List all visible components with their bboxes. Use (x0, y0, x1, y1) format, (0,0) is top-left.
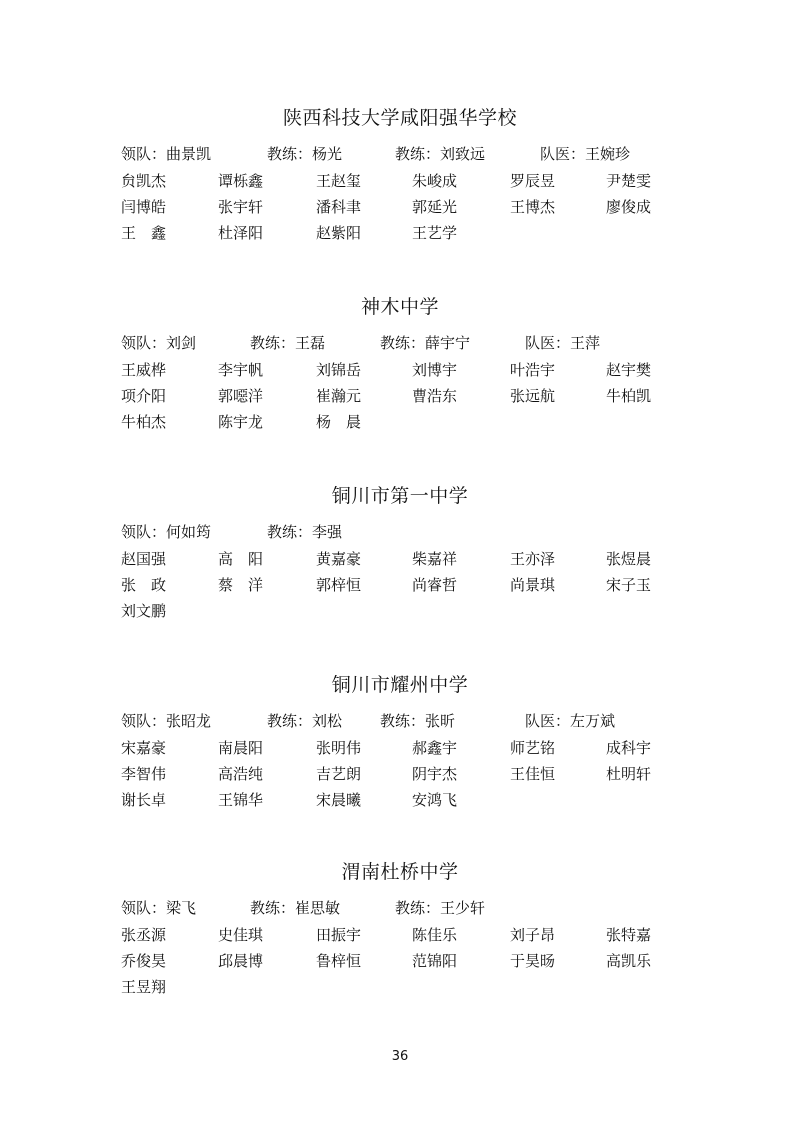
player-name: 赵紫阳 (316, 224, 362, 242)
player-name: 王佳恒 (510, 765, 556, 783)
player-name: 牛柏杰 (121, 413, 167, 431)
player-name: 曹浩东 (412, 387, 458, 405)
player-name: 成科宇 (606, 739, 652, 757)
player-name: 高 阳 (218, 550, 264, 568)
staff-coach: 教练：刘致远 (395, 145, 486, 163)
staff-coach: 教练：王磊 (250, 334, 326, 352)
player-name: 鲁梓恒 (316, 952, 362, 970)
staff-row (0, 709, 800, 733)
player-name: 郝鑫宇 (412, 739, 458, 757)
player-name: 史佳琪 (218, 926, 264, 944)
staff-coach: 教练：刘松 (267, 712, 343, 730)
staff-coach: 教练：薛宇宁 (380, 334, 471, 352)
staff-coach: 教练：崔思敏 (250, 899, 341, 917)
staff-leader: 领队：刘剑 (121, 334, 197, 352)
player-name: 王艺学 (412, 224, 458, 242)
player-name: 于昊旸 (510, 952, 556, 970)
player-name: 罗辰昱 (510, 172, 556, 190)
player-name: 杨 晨 (316, 413, 362, 431)
player-name: 尚景琪 (510, 576, 556, 594)
player-name: 田振宇 (316, 926, 362, 944)
player-name: 陈宇龙 (218, 413, 264, 431)
player-name: 李宇帆 (218, 361, 264, 379)
player-name: 杜明轩 (606, 765, 652, 783)
player-name: 柴嘉祥 (412, 550, 458, 568)
player-name: 郭延光 (412, 198, 458, 216)
team-title: 神木中学 (360, 296, 439, 318)
player-name: 邱晨博 (218, 952, 264, 970)
player-name: 廖俊成 (606, 198, 652, 216)
player-name: 张远航 (510, 387, 556, 405)
player-name: 师艺铭 (510, 739, 556, 757)
player-name: 南晨阳 (218, 739, 264, 757)
staff-medic: 队医：王婉珍 (540, 145, 631, 163)
player-name: 赵宇樊 (606, 361, 652, 379)
player-name: 王赵玺 (316, 172, 362, 190)
player-name: 张煜晨 (606, 550, 652, 568)
player-name: 范锦阳 (412, 952, 458, 970)
player-name: 安鸿飞 (412, 791, 458, 809)
player-name: 李智伟 (121, 765, 167, 783)
player-name: 高凯乐 (606, 952, 652, 970)
player-name: 谢长卓 (121, 791, 167, 809)
player-name: 牛柏凯 (606, 387, 652, 405)
player-name: 叶浩宇 (510, 361, 556, 379)
player-name: 王亦泽 (510, 550, 556, 568)
staff-leader: 领队：张昭龙 (121, 712, 212, 730)
player-name: 郭噁洋 (218, 387, 264, 405)
player-name: 刘博宇 (412, 361, 458, 379)
staff-row (0, 331, 800, 355)
team-title: 铜川市第一中学 (331, 485, 469, 507)
staff-coach: 教练：杨光 (267, 145, 343, 163)
player-name: 乔俊昊 (121, 952, 167, 970)
player-name: 高浩纯 (218, 765, 264, 783)
player-name: 宋晨曦 (316, 791, 362, 809)
staff-row (0, 896, 800, 920)
player-name: 潘科聿 (316, 198, 362, 216)
player-name: 杜泽阳 (218, 224, 264, 242)
player-name: 张宇轩 (218, 198, 264, 216)
player-name: 谭栎鑫 (218, 172, 264, 190)
player-name: 刘锦岳 (316, 361, 362, 379)
team-title: 渭南杜桥中学 (341, 861, 459, 883)
player-name: 陈佳乐 (412, 926, 458, 944)
player-name: 王昱翔 (121, 978, 167, 996)
staff-coach: 教练：王少轩 (395, 899, 486, 917)
player-name: 王威桦 (121, 361, 167, 379)
player-name: 张 政 (121, 576, 167, 594)
staff-coach: 教练：李强 (267, 523, 343, 541)
staff-row (0, 142, 800, 166)
player-name: 刘子昂 (510, 926, 556, 944)
player-name: 郭梓恒 (316, 576, 362, 594)
player-name: 崔瀚元 (316, 387, 362, 405)
player-name: 尹楚雯 (606, 172, 652, 190)
player-name: 闫博皓 (121, 198, 167, 216)
player-name: 蔡 洋 (218, 576, 264, 594)
player-name: 王锦华 (218, 791, 264, 809)
player-name: 宋子玉 (606, 576, 652, 594)
staff-medic: 队医：王萍 (525, 334, 601, 352)
team-title: 陕西科技大学咸阳强华学校 (282, 107, 517, 129)
staff-coach: 教练：张昕 (380, 712, 456, 730)
player-name: 王 鑫 (121, 224, 167, 242)
player-name: 黄嘉豪 (316, 550, 362, 568)
staff-medic: 队医：左万斌 (525, 712, 616, 730)
player-name: 吉艺朗 (316, 765, 362, 783)
player-name: 赵国强 (121, 550, 167, 568)
player-name: 刘文鹏 (121, 602, 167, 620)
player-name: 王博杰 (510, 198, 556, 216)
player-name: 宋嘉豪 (121, 739, 167, 757)
player-name: 阴宇杰 (412, 765, 458, 783)
player-name: 尚睿哲 (412, 576, 458, 594)
player-name: 张明伟 (316, 739, 362, 757)
team-title: 铜川市耀州中学 (331, 674, 469, 696)
staff-leader: 领队：何如筠 (121, 523, 212, 541)
staff-leader: 领队：曲景凯 (121, 145, 212, 163)
player-name: 张丞源 (121, 926, 167, 944)
page-number: 36 (391, 1049, 409, 1064)
player-name: 张特嘉 (606, 926, 652, 944)
staff-row (0, 520, 800, 544)
staff-leader: 领队：梁飞 (121, 899, 197, 917)
player-name: 贠凯杰 (121, 172, 167, 190)
player-name: 朱峻成 (412, 172, 458, 190)
player-name: 项介阳 (121, 387, 167, 405)
